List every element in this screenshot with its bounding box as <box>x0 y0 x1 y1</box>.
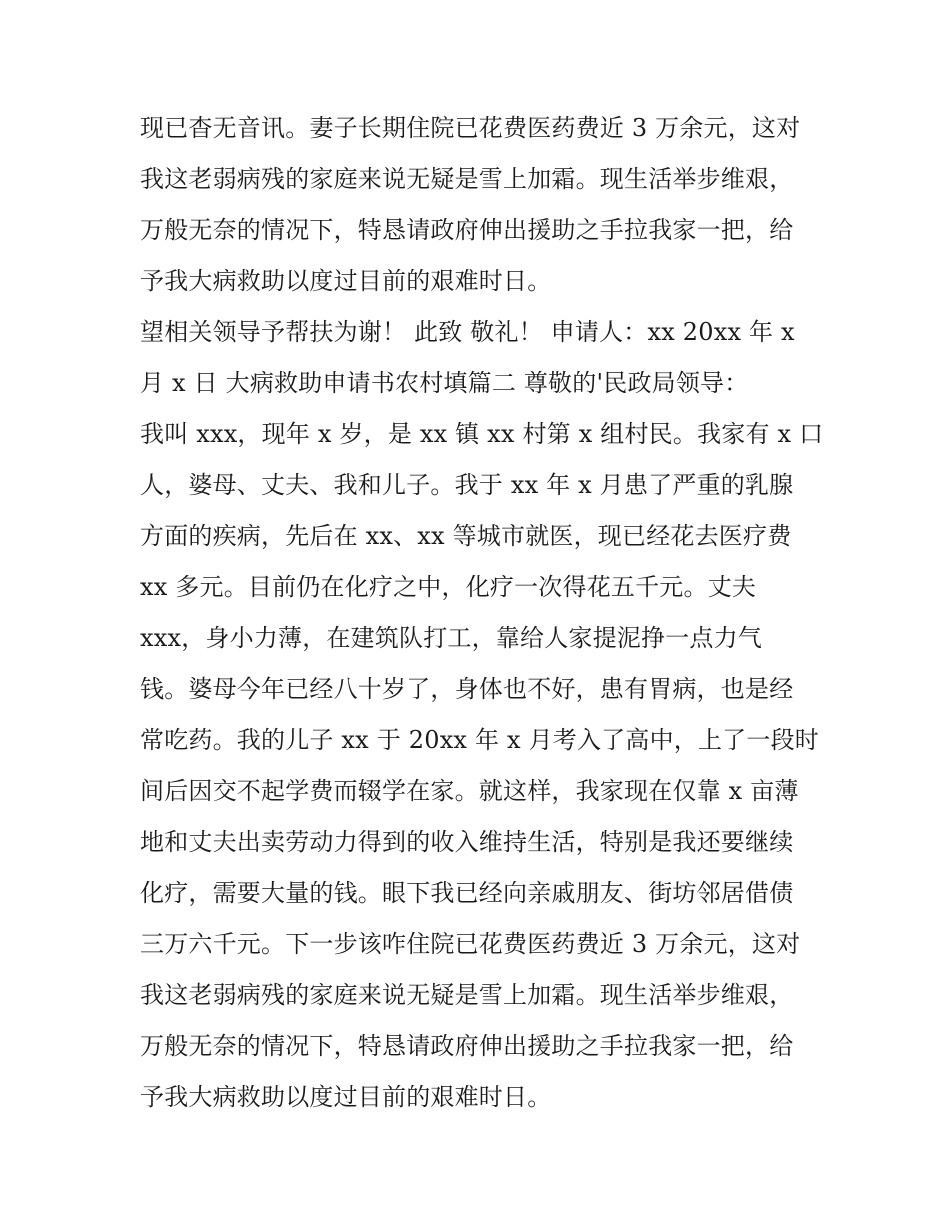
text-line: 钱。婆母今年已经八十岁了，身体也不好，患有胃病，也是经 <box>140 675 794 703</box>
text-line: 予我大病救助以度过目前的艰难时日。 <box>140 267 552 295</box>
document-body <box>140 103 830 1123</box>
text-line: xx 多元。目前仍在化疗之中，化疗一次得花五千元。丈夫 <box>140 573 757 601</box>
text-line: 间后因交不起学费而辍学在家。就这样，我家现在仅靠 x 亩薄 <box>140 777 799 805</box>
text-line: 现已杳无音讯。妻子长期住院已花费医药费近 3 万余元，这对 <box>140 114 801 142</box>
text-line: 地和丈夫出卖劳动力得到的收入维持生活，特别是我还要继续 <box>140 828 794 856</box>
text-line: 万般无奈的情况下，特恳请政府伸出援助之手拉我家一把，给 <box>140 216 794 244</box>
text-line: 我叫 xxx，现年 x 岁，是 xx 镇 xx 村第 x 组村民。我家有 x 口 <box>140 420 824 448</box>
text-line: 方面的疾病，先后在 xx、xx 等城市就医，现已经花去医疗费 <box>140 522 792 550</box>
text-line: 我这老弱病残的家庭来说无疑是雪上加霜。现生活举步维艰， <box>140 981 794 1009</box>
text-line: 化疗，需要大量的钱。眼下我已经向亲戚朋友、街坊邻居借债 <box>140 879 794 907</box>
text-line: 人，婆母、丈夫、我和儿子。我于 xx 年 x 月患了严重的乳腺 <box>140 471 794 499</box>
text-line: 月 x 日 大病救助申请书农村填篇二 尊敬的'民政局领导： <box>140 369 749 397</box>
text-line: xxx，身小力薄，在建筑队打工，靠给人家提泥挣一点力气 <box>140 624 763 652</box>
text-line: 三万六千元。下一步该咋住院已花费医药费近 3 万余元，这对 <box>140 930 801 958</box>
text-line: 望相关领导予帮扶为谢！ 此致 敬礼！ 申请人：xx 20xx 年 x <box>140 318 795 346</box>
text-line: 我这老弱病残的家庭来说无疑是雪上加霜。现生活举步维艰， <box>140 165 794 193</box>
text-line: 予我大病救助以度过目前的艰难时日。 <box>140 1083 552 1111</box>
text-line: 常吃药。我的儿子 xx 于 20xx 年 x 月考入了高中，上了一段时 <box>140 726 819 754</box>
text-line: 万般无奈的情况下，特恳请政府伸出援助之手拉我家一把，给 <box>140 1032 794 1060</box>
